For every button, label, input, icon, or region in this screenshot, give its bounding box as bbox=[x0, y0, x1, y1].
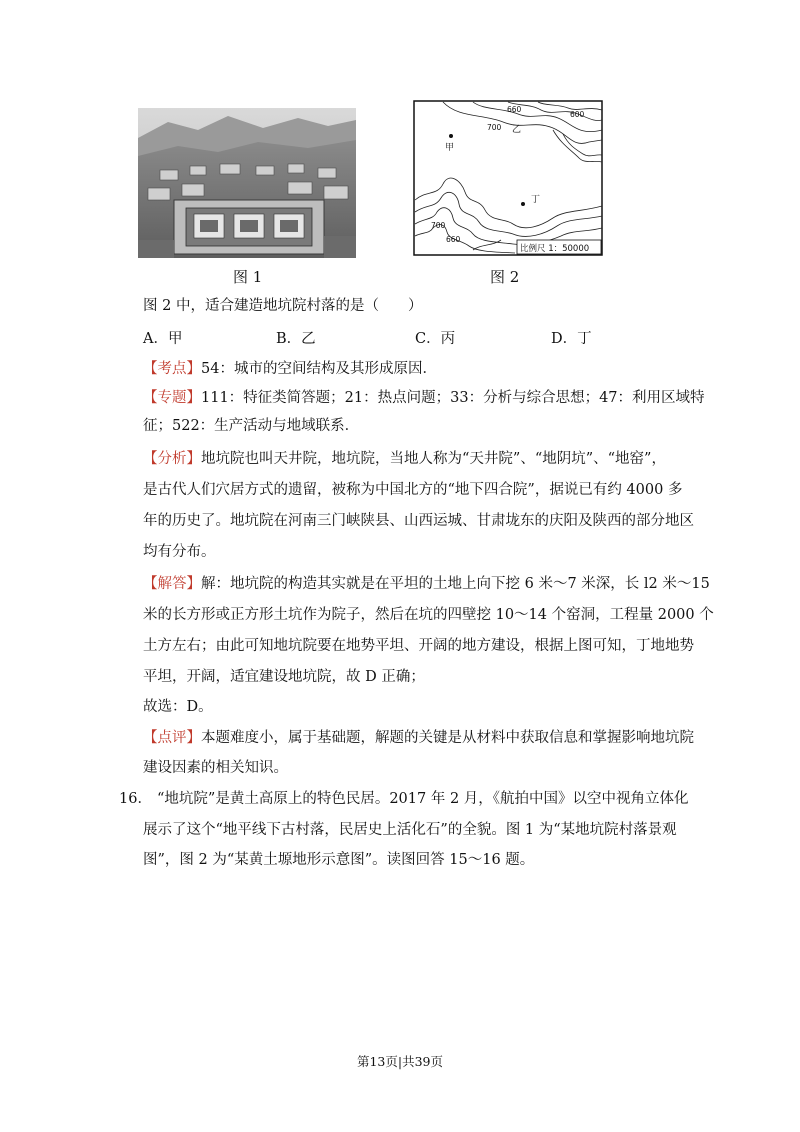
question-16-number: 16． bbox=[119, 791, 152, 807]
contour-label-660-bottom: 660 bbox=[446, 235, 461, 244]
fenxi-line-4: 均有分布。 bbox=[143, 544, 216, 560]
option-c: C．丙 bbox=[415, 331, 456, 347]
jieda-line-2: 米的长方形或正方形土坑作为院子，然后在坑的四壁挖 10～14 个窑洞，工程量 2000 个 bbox=[143, 607, 714, 623]
zhuanti-line-2: 征；522：生产活动与地域联系． bbox=[143, 418, 360, 434]
jieda-line-1: 解：地坑院的构造其实就是在平坦的土地上向下挖 6 米～7 米深，长 l2 米～15 bbox=[201, 576, 710, 592]
contour-label-600: 600 bbox=[570, 110, 585, 119]
option-a: A．甲 bbox=[143, 331, 183, 347]
question-16-line-3: 图”，图 2 为“某黄土塬地形示意图”。读图回答 15～16 题。 bbox=[143, 852, 535, 868]
question-stem: 图 2 中，适合建造地坑院村落的是（ ） bbox=[143, 298, 423, 314]
fenxi-line-3: 年的历史了。地坑院在河南三门峡陕县、山西运城、甘肃垅东的庆阳及陕西的部分地区 bbox=[143, 513, 694, 529]
dianping-line-2: 建设因素的相关知识。 bbox=[143, 760, 288, 776]
zhuanti-line-1: 111：特征类简答题；21：热点问题；33：分析与综合思想；47：利用区域特 bbox=[201, 390, 705, 406]
dianping-line-1: 本题难度小，属于基础题，解题的关键是从材料中获取信息和掌握影响地坑院 bbox=[201, 730, 694, 746]
fenxi-line-1: 地坑院也叫天井院，地坑院，当地人称为“天井院”、“地阴坑”、“地窑”， bbox=[201, 451, 666, 467]
contour-label-700-top: 700 bbox=[487, 123, 502, 132]
fenxi-tag: 【分析】 bbox=[143, 451, 201, 467]
option-d: D．丁 bbox=[551, 331, 592, 347]
question-16-line-2: 展示了这个“地平线下古村落，民居史上活化石”的全貌。图 1 为“某地坑院村落景观 bbox=[143, 822, 677, 838]
zhuanti-section bbox=[143, 386, 705, 407]
map-label-jia: 甲 bbox=[445, 143, 455, 153]
map-scale: 比例尺 1：50000 bbox=[520, 244, 590, 254]
map-label-ding: 丁 bbox=[531, 195, 541, 205]
zhuanti-tag: 【专题】 bbox=[143, 390, 201, 406]
fenxi-line-2: 是古代人们穴居方式的遗留，被称为中国北方的“地下四合院”，据说已有约 4000 多 bbox=[143, 482, 683, 498]
fenxi-section bbox=[143, 447, 666, 468]
figure-2-caption: 图 2 bbox=[490, 268, 520, 286]
option-b: B．乙 bbox=[276, 331, 316, 347]
contour-label-700-bottom: 700 bbox=[431, 221, 446, 230]
kaodian-tag: 【考点】 bbox=[143, 361, 201, 377]
dianping-tag: 【点评】 bbox=[143, 730, 201, 746]
map-label-yi: 乙 bbox=[512, 125, 522, 135]
kaodian-section bbox=[143, 357, 437, 378]
jieda-tag: 【解答】 bbox=[143, 576, 201, 592]
jieda-line-4: 平坦，开阔，适宜建设地坑院，故 D 正确； bbox=[143, 669, 425, 685]
jieda-line-5: 故选：D。 bbox=[143, 699, 213, 715]
village-aerial-photo bbox=[138, 108, 356, 258]
jieda-line-3: 土方左右；由此可知地坑院要在地势平坦、开阔的地方建设，根据上图可知，丁地地势 bbox=[143, 638, 694, 654]
jieda-section bbox=[143, 572, 710, 593]
page-footer: 第13页|共39页 bbox=[356, 1054, 444, 1069]
contour-label-660-top: 660 bbox=[507, 105, 522, 114]
dianping-section bbox=[143, 726, 694, 747]
question-16-line-1: “地坑院”是黄土高原上的特色民居。2017 年 2 月，《航拍中国》以空中视角立体化 bbox=[157, 791, 689, 807]
kaodian-text: 54：城市的空间结构及其形成原因． bbox=[201, 361, 437, 377]
contour-map bbox=[413, 100, 603, 256]
figure-1-caption: 图 1 bbox=[233, 268, 263, 286]
